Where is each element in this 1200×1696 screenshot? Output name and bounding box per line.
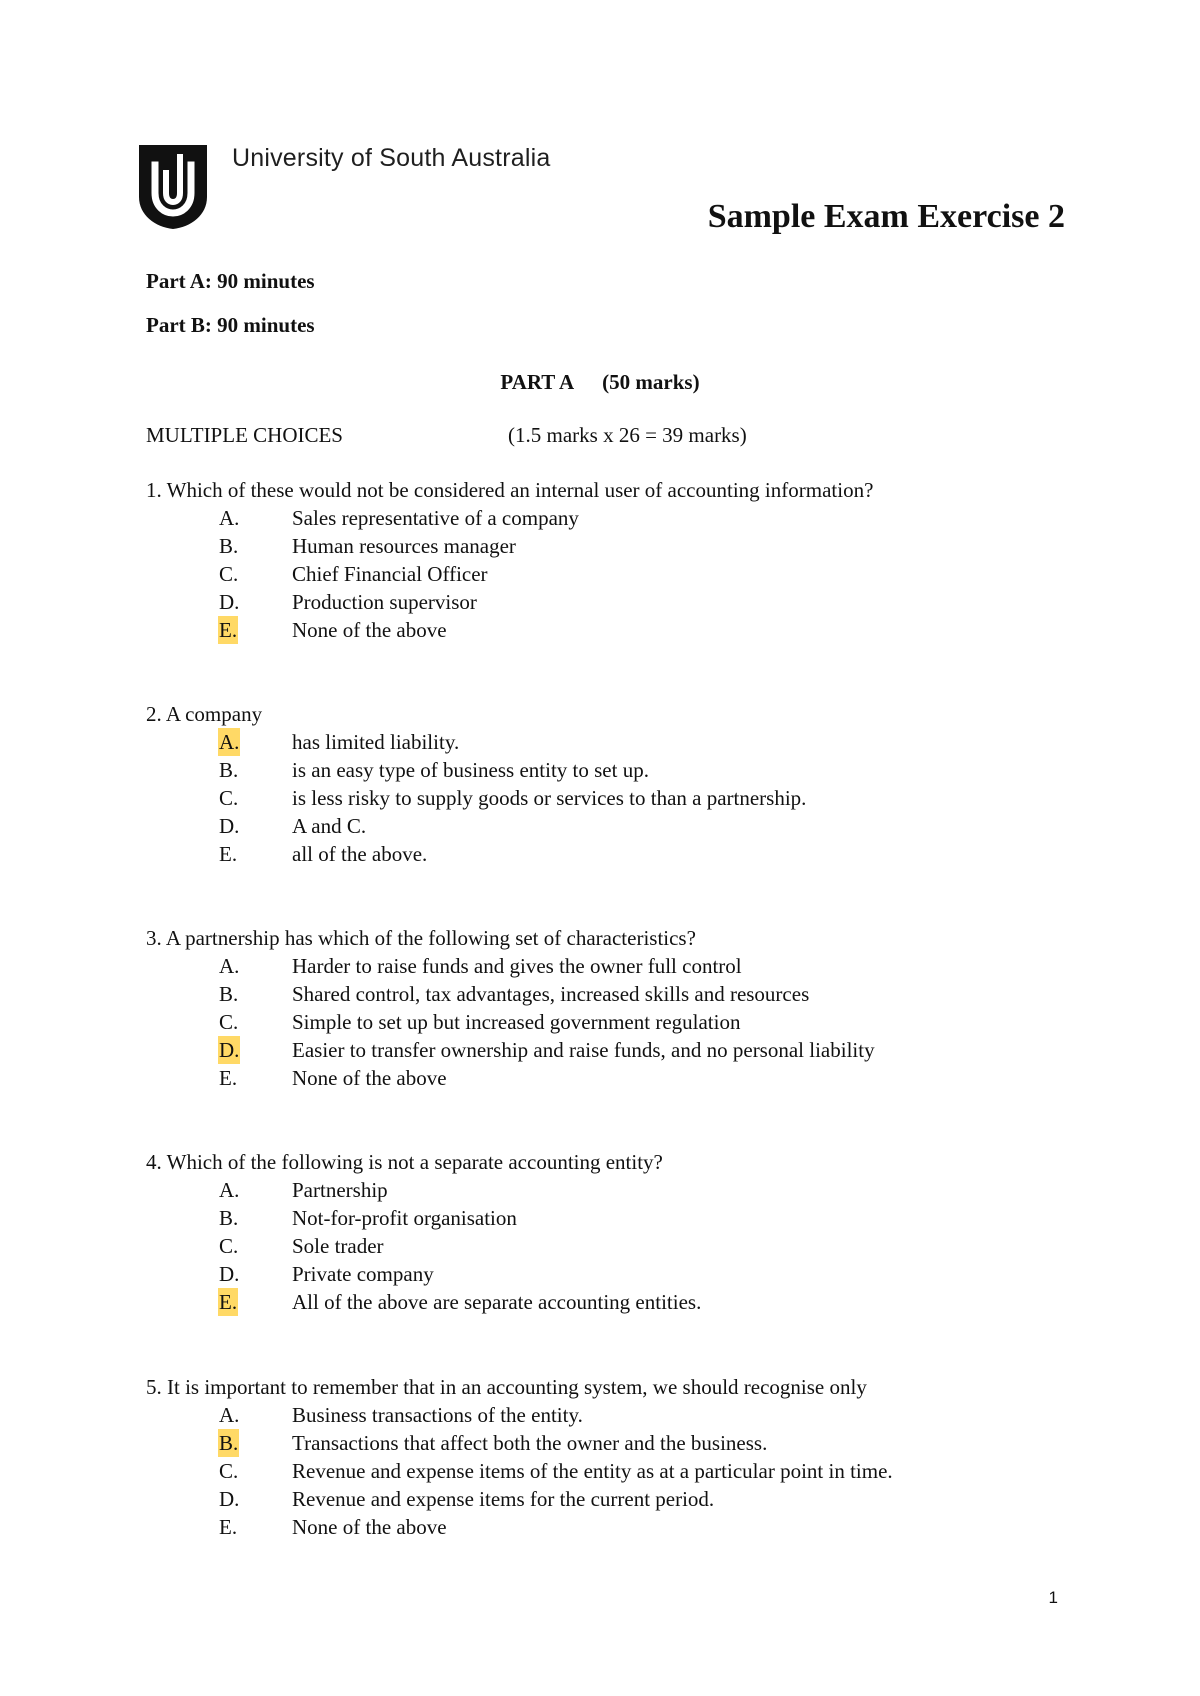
section-marks: (1.5 marks x 26 = 39 marks) [508,423,747,447]
option [146,1176,1066,1204]
question-3 [146,924,1066,1092]
option-letter: D. [219,590,240,614]
option [146,812,1066,840]
page-number: 1 [1048,1588,1058,1607]
option [146,504,1066,532]
option-text: Chief Financial Officer [292,562,488,586]
option-letter: C. [219,786,239,810]
option-text: Production supervisor [292,590,477,614]
option-text: Simple to set up but increased government regulation [292,1010,741,1034]
option [146,1485,1066,1513]
option [146,1232,1066,1260]
option [146,728,1066,756]
option [146,1064,1066,1092]
option-letter: A. [219,506,240,530]
option-letter: E. [219,1066,238,1090]
option-letter: D. [219,1487,240,1511]
option-text: Partnership [292,1178,388,1202]
option-text: Easier to transfer ownership and raise funds, and no personal liability [292,1038,875,1062]
option-text: has limited liability. [292,730,460,754]
option-letter: B. [219,982,239,1006]
option [146,1457,1066,1485]
option-letter: C. [219,562,239,586]
option-text: Revenue and expense items for the current period. [292,1487,715,1511]
option-text: None of the above [292,618,447,642]
option-letter: A. [219,1403,240,1427]
option-letter: D. [219,814,240,838]
option-text: Not-for-profit organisation [292,1206,517,1230]
option [146,1260,1066,1288]
unisa-shield-logo-icon [139,145,207,229]
part-a-label: PART A [500,370,575,394]
option-text: Sales representative of a company [292,506,579,530]
question-stem: 1. Which of these would not be considered an internal user of accounting information? [146,478,874,502]
option-letter: A. [219,954,240,978]
option [146,1401,1066,1429]
option [146,616,1066,644]
option-text: is less risky to supply goods or services to than a partnership. [292,786,807,810]
option-letter: B. [219,1206,239,1230]
option-letter: B. [219,1431,239,1455]
option-text: None of the above [292,1515,447,1539]
option-letter: A. [219,1178,240,1202]
option-text: Human resources manager [292,534,516,558]
option-letter: E. [219,1290,238,1314]
option [146,1204,1066,1232]
option-text: all of the above. [292,842,428,866]
option-letter: E. [219,618,238,642]
option [146,784,1066,812]
option-letter: C. [219,1234,239,1258]
option-letter: B. [219,758,239,782]
option-text: Harder to raise funds and gives the owner full control [292,954,742,978]
option-text: Business transactions of the entity. [292,1403,583,1427]
part-a-heading [0,370,1200,395]
part-a-duration: Part A: 90 minutes [146,269,315,293]
option-letter: E. [219,1515,238,1539]
question-stem: 2. A company [146,702,263,726]
option [146,1036,1066,1064]
option [146,1288,1066,1316]
page-title: Sample Exam Exercise 2 [707,198,1065,235]
option-text: is an easy type of business entity to set up. [292,758,649,782]
option-text: Private company [292,1262,434,1286]
part-b-duration: Part B: 90 minutes [146,313,315,337]
option-letter: C. [219,1459,239,1483]
option-letter: E. [219,842,238,866]
option-text: None of the above [292,1066,447,1090]
option-text: Revenue and expense items of the entity as at a particular point in time. [292,1459,893,1483]
option-text: A and C. [292,814,367,838]
option-letter: A. [219,730,240,754]
option [146,560,1066,588]
question-1 [146,476,1066,644]
option-letter: C. [219,1010,239,1034]
question-stem: 4. Which of the following is not a separate accounting entity? [146,1150,663,1174]
part-a-total-marks: (50 marks) [602,370,700,394]
option [146,980,1066,1008]
option-text: Transactions that affect both the owner and the business. [292,1431,768,1455]
question-5 [146,1373,1066,1541]
option-letter: D. [219,1262,240,1286]
question-stem: 5. It is important to remember that in an accounting system, we should recognise only [146,1375,867,1399]
university-name: University of South Australia [232,144,551,172]
option [146,840,1066,868]
question-2 [146,700,1066,868]
option-letter: D. [219,1038,240,1062]
option [146,756,1066,784]
option-text: Shared control, tax advantages, increased skills and resources [292,982,810,1006]
option-text: Sole trader [292,1234,384,1258]
option [146,952,1066,980]
question-stem: 3. A partnership has which of the following set of characteristics? [146,926,696,950]
question-4 [146,1148,1066,1316]
option [146,532,1066,560]
section-heading: MULTIPLE CHOICES [146,423,343,447]
option [146,1513,1066,1541]
option-text: All of the above are separate accounting entities. [292,1290,702,1314]
option-letter: B. [219,534,239,558]
option [146,1008,1066,1036]
option [146,1429,1066,1457]
option [146,588,1066,616]
